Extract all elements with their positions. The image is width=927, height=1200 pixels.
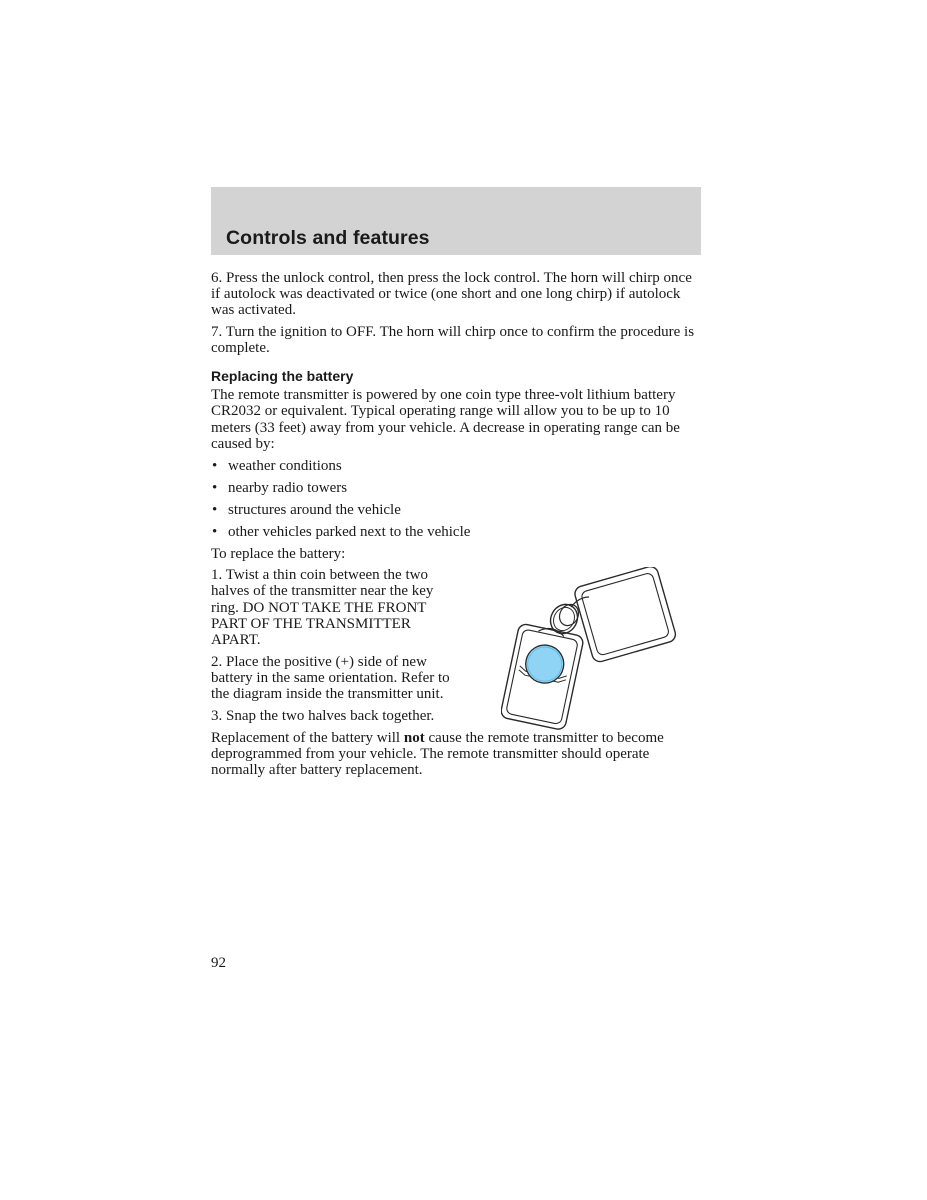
transmitter-halves-icon	[501, 567, 676, 742]
section-header-band	[211, 187, 701, 255]
transmitter-illustration	[501, 567, 676, 742]
battery-description: The remote transmitter is powered by one coin type three-volt lithium battery CR2032 or equivalent. Typical operating range will allow you to be up to 10 meters (33 feet) away from your vehicle. A decrease in operating range can be caused by:	[211, 387, 680, 452]
bullet-icon: •	[212, 457, 218, 474]
to-replace-text: To replace the battery:	[211, 545, 346, 562]
bullet-icon: •	[212, 523, 218, 540]
bullet-icon: •	[212, 479, 218, 496]
list-item-text: nearby radio towers	[228, 479, 348, 496]
transmitter-front-half	[501, 622, 584, 731]
list-item	[211, 502, 703, 518]
closing-text-bold: not	[403, 729, 425, 746]
list-item-text: weather conditions	[228, 457, 342, 474]
replace-step-2: 2. Place the positive (+) side of new battery in the same orientation. Refer to the diagram inside the transmitter unit.	[211, 653, 450, 703]
closing-text-end: cause the remote transmitter to become deprogrammed from your vehicle. The remote transmitter should operate normally after battery replacement.	[211, 729, 664, 778]
replacing-battery-heading: Replacing the battery	[211, 367, 354, 384]
battery-coin	[522, 642, 567, 687]
section-title: Controls and features	[226, 227, 430, 249]
list-item	[211, 458, 703, 474]
transmitter-back-half	[573, 567, 676, 663]
key-ring	[545, 597, 589, 638]
page-content	[211, 270, 703, 784]
page-number: 92	[211, 955, 226, 971]
step-6-paragraph: 6. Press the unlock control, then press the lock control. The horn will chirp once if autolock was deactivated or twice (one short and one long chirp) if autolock was activated.	[211, 270, 692, 319]
step-7-paragraph: 7. Turn the ignition to OFF. The horn will chirp once to confirm the procedure is complete.	[211, 324, 695, 357]
list-item-text: structures around the vehicle	[228, 501, 401, 518]
bullet-icon: •	[212, 501, 218, 518]
replacement-steps	[211, 567, 461, 729]
list-item-text: other vehicles parked next to the vehicle	[228, 523, 471, 540]
replace-step-1: 1. Twist a thin coin between the two halves of the transmitter near the key ring. DO NOT TAKE THE FRONT PART OF THE TRANSMITTER APART.	[211, 567, 434, 649]
replacement-steps-block	[211, 567, 703, 729]
replace-step-3: 3. Snap the two halves back together.	[211, 707, 435, 724]
closing-text-start: Replacement of the battery will	[211, 729, 404, 746]
list-item	[211, 480, 703, 496]
range-factors-list	[211, 458, 703, 540]
list-item	[211, 524, 703, 540]
